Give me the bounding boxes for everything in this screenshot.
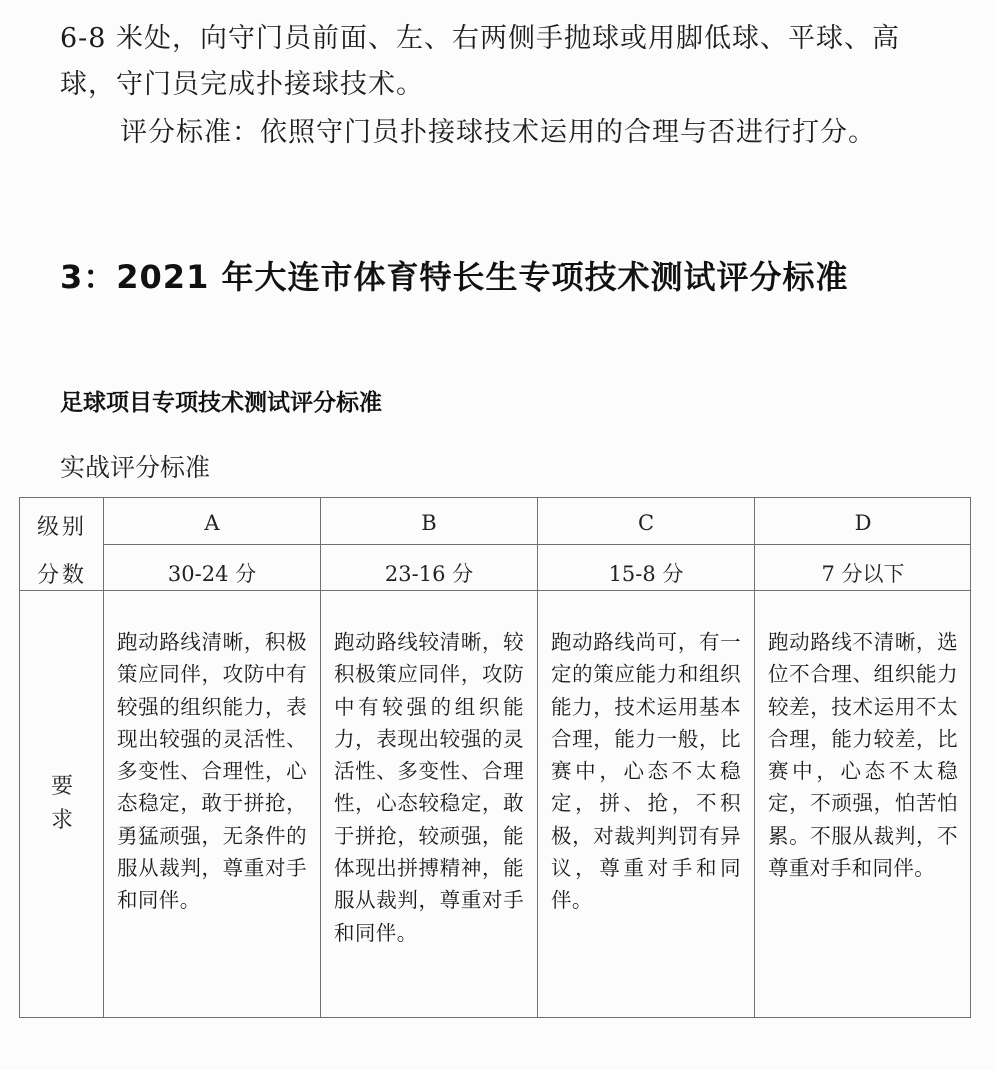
level-c: C [637,511,655,535]
requirement-label-2: 求 [50,808,73,833]
requirement-b: 跑动路线较清晰，较积极策应同伴，攻防中有较强的组织能力，表现出较强的灵活性、多变性、合理性，心态较稳定，敢于拼抢，较顽强，能体现出拼搏精神，能服从裁判，尊重对手和同伴。 [334,630,524,945]
level-b: B [421,511,437,535]
level-d: D [854,511,872,535]
table-caption: 实战评分标准 [60,453,211,482]
level-a: A [204,511,220,535]
requirement-a: 跑动路线清晰，积极策应同伴，攻防中有较强的组织能力，表现出较强的灵活性、多变性、合理性，心态稳定，敢于拼抢，勇猛顽强，无条件的服从裁判，尊重对手和同伴。 [117,630,307,913]
scoring-table [19,497,971,1018]
requirement-c: 跑动路线尚可，有一定的策应能力和组织能力，技术运用基本合理，能力一般，比赛中，心态不太稳定，拼、抢，不积极，对裁判判罚有异议，尊重对手和同伴。 [551,630,741,913]
scoring-criteria-text: 评分标准：依照守门员扑接球技术运用的合理与否进行打分。 [120,117,876,148]
intro-line-1: 6-8 米处，向守门员前面、左、右两侧手抛球或用脚低球、平球、高 [60,23,901,54]
section-title: 3：2021 年大连市体育特长生专项技术测试评分标准 [60,258,849,296]
row-divider [20,590,970,591]
intro-line-2: 球，守门员完成扑接球技术。 [60,69,424,100]
row-divider [103,544,970,545]
score-c: 15-8 分 [608,562,684,586]
score-a: 30-24 分 [167,562,257,586]
level-label: 级别 [36,515,87,540]
requirement-label-1: 要 [50,774,73,799]
score-label: 分数 [36,563,87,588]
subsection-title: 足球项目专项技术测试评分标准 [60,390,382,416]
score-b: 23-16 分 [384,562,474,586]
score-d: 7 分以下 [821,562,905,586]
requirement-d: 跑动路线不清晰，选位不合理、组织能力较差，技术运用不太合理，能力较差，比赛中，心态不太稳定，不顽强，怕苦怕累。不服从裁判，不尊重对手和同伴。 [768,630,958,881]
